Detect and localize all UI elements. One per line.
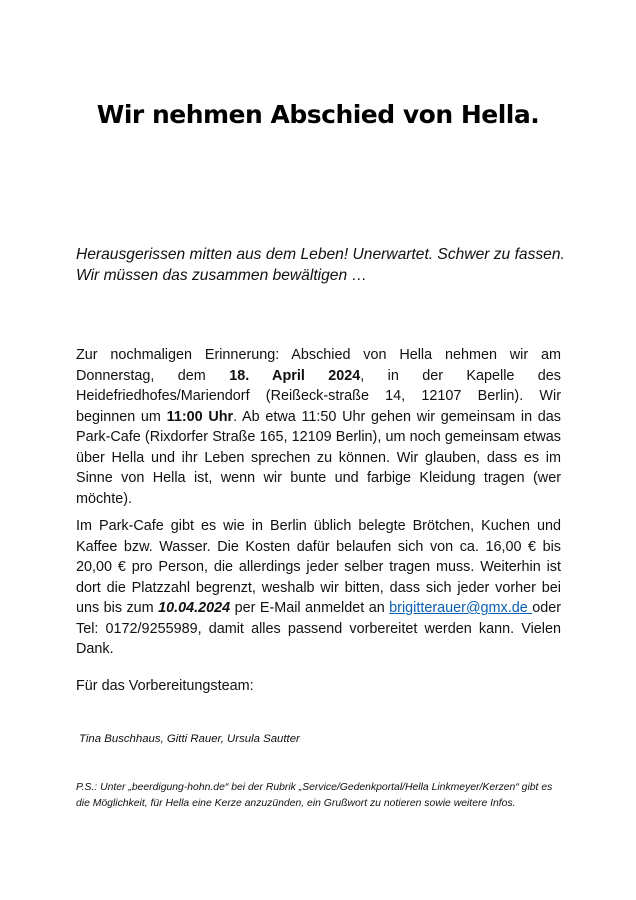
paragraph2-text-2: per E-Mail anmeldet an <box>230 600 390 616</box>
registration-deadline: 10.04.2024 <box>158 600 231 616</box>
team-label: Für das Vorbereitungsteam: <box>76 678 254 694</box>
paragraph1-text-3: . Ab etwa 11:50 Uhr gehen wir gemeinsam in das Park-Cafe (Rixdorfer Straße 165, 12109 Berlin), um noch gemeinsam etwas über Hella und ihr Leben sprechen zu können. Wir glauben, dass es im Sinne von Hella ist, wenn wir bunte und farbige Kleidung tragen (wer möchte). <box>76 408 561 507</box>
page-title: Wir nehmen Abschied von Hella. <box>96 100 540 129</box>
paragraph2-text-1: Im Park-Cafe gibt es wie in Berlin üblich belegte Brötchen, Kuchen und Kaffee bzw. Wasser. Die Kosten dafür belaufen sich von ca. 16,00 € bis 20,00 € pro Person, die allerdings jeder selber tragen muss. Weiterhin ist dort die Platzzahl begrenzt, weshalb wir bitten, dass sich jeder vorher bei uns bis zum <box>76 518 561 616</box>
email-link[interactable]: brigitterauer@gmx.de <box>389 600 533 616</box>
intro-text <box>76 244 576 286</box>
intro-line-1: Herausgerissen mitten aus dem Leben! Unerwartet. Schwer zu fassen. <box>76 246 565 263</box>
postscript: P.S.: Unter „beerdigung-hohn.de“ bei der Rubrik „Service/Gedenkportal/Hella Linkmeyer/Kerzen“ gibt es die Möglichkeit, für Hella eine Kerze anzuzünden, ein Grußwort zu notieren sowie weitere Infos. <box>76 782 553 809</box>
team-names: Tina Buschhaus, Gitti Rauer, Ursula Sautter <box>79 733 300 745</box>
paragraph1-text-1: Zur nochmaligen Erinnerung: Abschied von Hella nehmen wir am Donnerstag, dem <box>76 347 561 384</box>
paragraph-cafe-details <box>76 516 561 660</box>
paragraph-farewell-details <box>76 345 561 509</box>
paragraph1-text-2: , in der Kapelle des Heidefriedhofes/Mariendorf (Reißeck-straße 14, 12107 Berlin). Wir beginnen um <box>76 367 562 425</box>
intro-line-2: Wir müssen das zusammen bewältigen … <box>76 267 368 284</box>
paragraph2-text-3: oder Tel: 0172/9255989, damit alles passend vorbereitet werden kann. Vielen Dank. <box>76 600 561 657</box>
funeral-time: 11:00 Uhr <box>166 408 234 425</box>
funeral-date: 18. April 2024 <box>229 367 361 384</box>
